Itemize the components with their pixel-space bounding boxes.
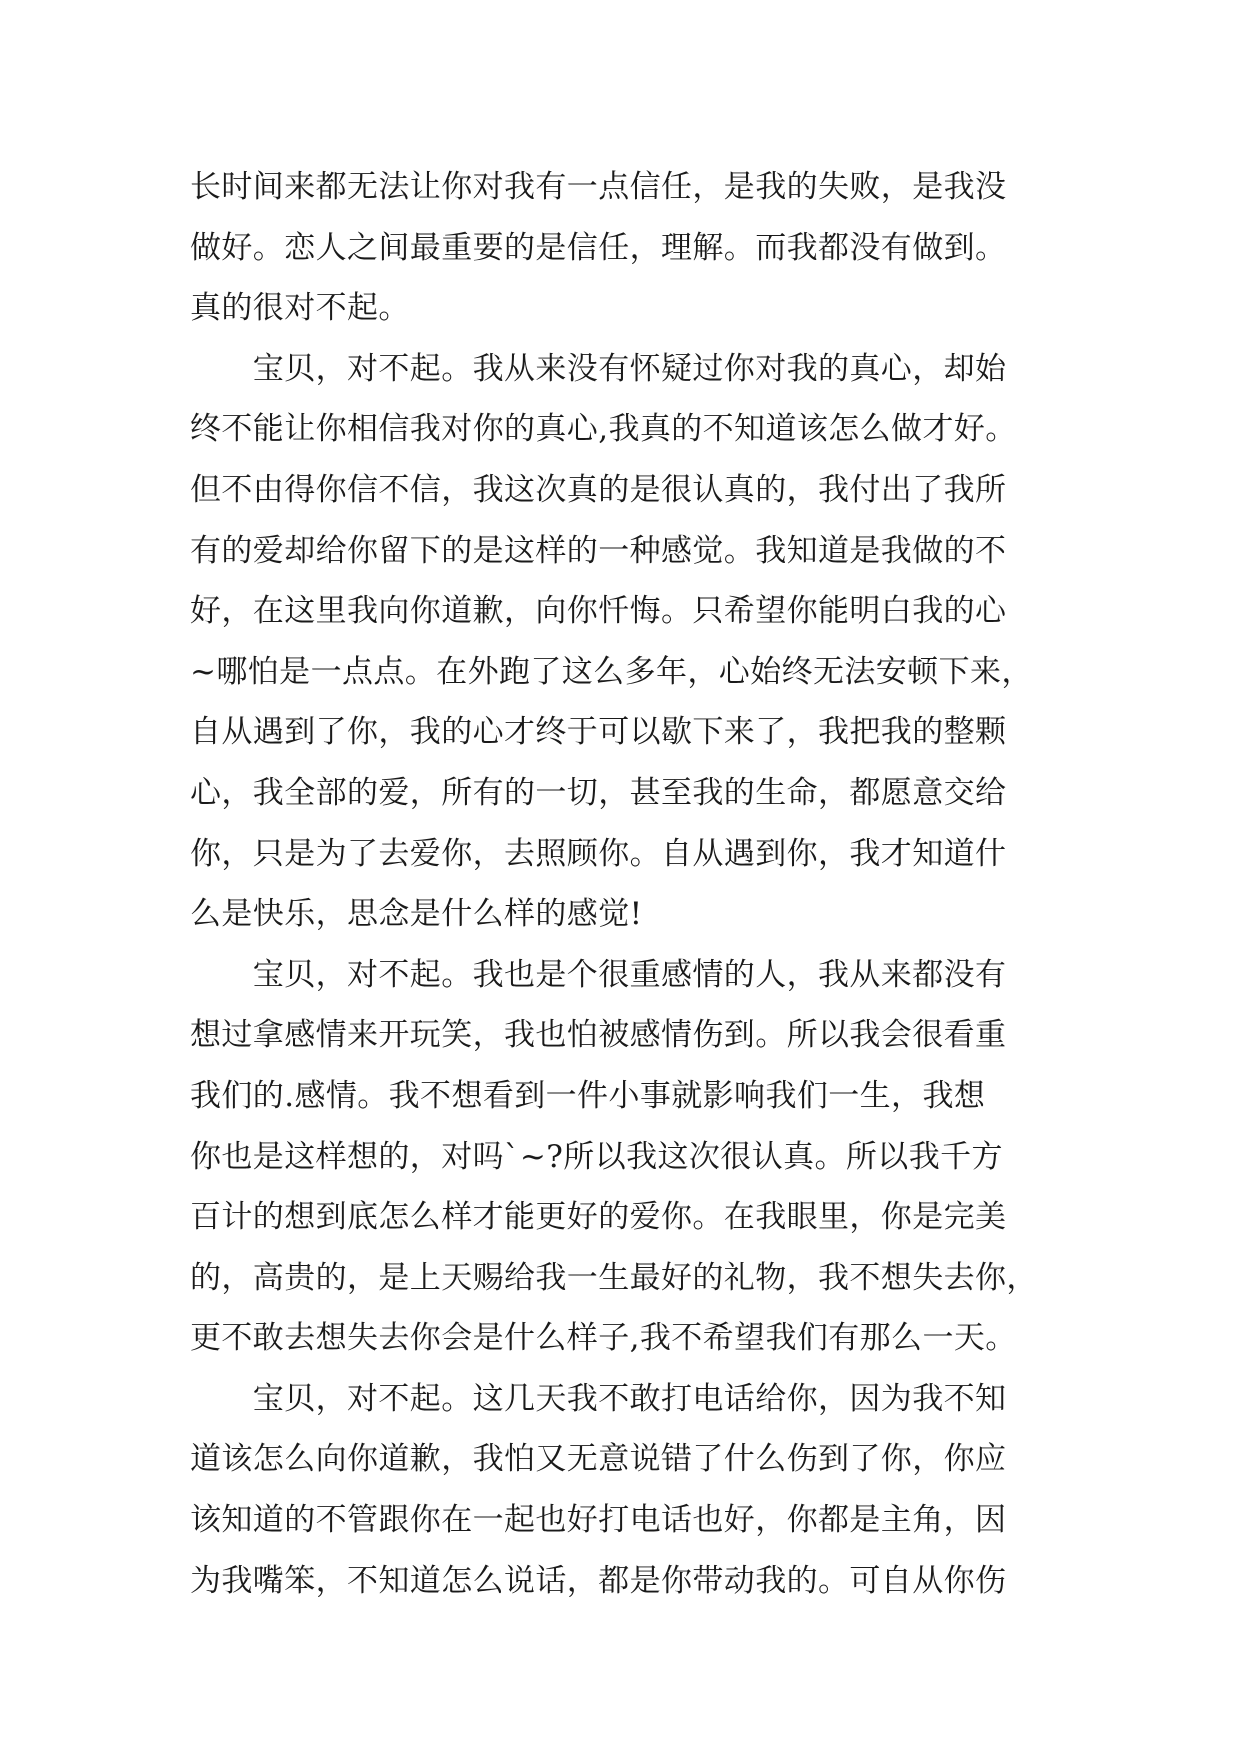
text-line: 宝贝，对不起。我从来没有怀疑过你对我的真心，却始 bbox=[190, 350, 1007, 387]
text-line: 么是快乐，思念是什么样的感觉! bbox=[190, 896, 643, 933]
body-text bbox=[190, 157, 1090, 1611]
text-line: 的，高贵的，是上天赐给我一生最好的礼物，我不想失去你， bbox=[190, 1259, 1038, 1296]
text-line: 心，我全部的爱，所有的一切，甚至我的生命，都愿意交给 bbox=[190, 774, 1007, 811]
text-line: 你，只是为了去爱你，去照顾你。自从遇到你，我才知道什 bbox=[190, 835, 1007, 872]
text-line: 自从遇到了你，我的心才终于可以歇下来了，我把我的整颗 bbox=[190, 714, 1007, 751]
text-line: 宝贝，对不起。这几天我不敢打电话给你，因为我不知 bbox=[190, 1380, 1007, 1417]
text-line: 百计的想到底怎么样才能更好的爱你。在我眼里，你是完美 bbox=[190, 1199, 1007, 1236]
text-line: 为我嘴笨，不知道怎么说话，都是你带动我的。可自从你伤 bbox=[190, 1562, 1007, 1599]
text-line: 道该怎么向你道歉，我怕又无意说错了什么伤到了你，你应 bbox=[190, 1441, 1007, 1478]
text-line: 好，在这里我向你道歉，向你忏悔。只希望你能明白我的心 bbox=[190, 593, 1007, 630]
text-line: 长时间来都无法让你对我有一点信任，是我的失败，是我没 bbox=[190, 169, 1007, 205]
text-line: 有的爱却给你留下的是这样的一种感觉。我知道是我做的不 bbox=[190, 532, 1007, 569]
text-line: 我们的.感情。我不想看到一件小事就影响我们一生，我想 bbox=[190, 1077, 986, 1114]
text-line: 终不能让你相信我对你的真心,我真的不知道该怎么做才好。 bbox=[190, 411, 1017, 448]
text-line: 做好。恋人之间最重要的是信任，理解。而我都没有做到。 bbox=[190, 229, 1007, 266]
text-line: 想过拿感情来开玩笑，我也怕被感情伤到。所以我会很看重 bbox=[190, 1017, 1007, 1054]
text-line: 该知道的不管跟你在一起也好打电话也好，你都是主角，因 bbox=[190, 1502, 1007, 1539]
text-line: ~哪怕是一点点。在外跑了这么多年，心始终无法安顿下来， bbox=[190, 653, 1033, 690]
text-line: 真的很对不起。 bbox=[190, 290, 410, 327]
text-line: 宝贝，对不起。我也是个很重感情的人，我从来都没有 bbox=[190, 956, 1007, 993]
text-line: 更不敢去想失去你会是什么样子,我不希望我们有那么一天。 bbox=[190, 1320, 1017, 1357]
text-line: 你也是这样想的，对吗`~?所以我这次很认真。所以我千方 bbox=[190, 1138, 1003, 1175]
text-line: 但不由得你信不信，我这次真的是很认真的，我付出了我所 bbox=[190, 471, 1007, 508]
